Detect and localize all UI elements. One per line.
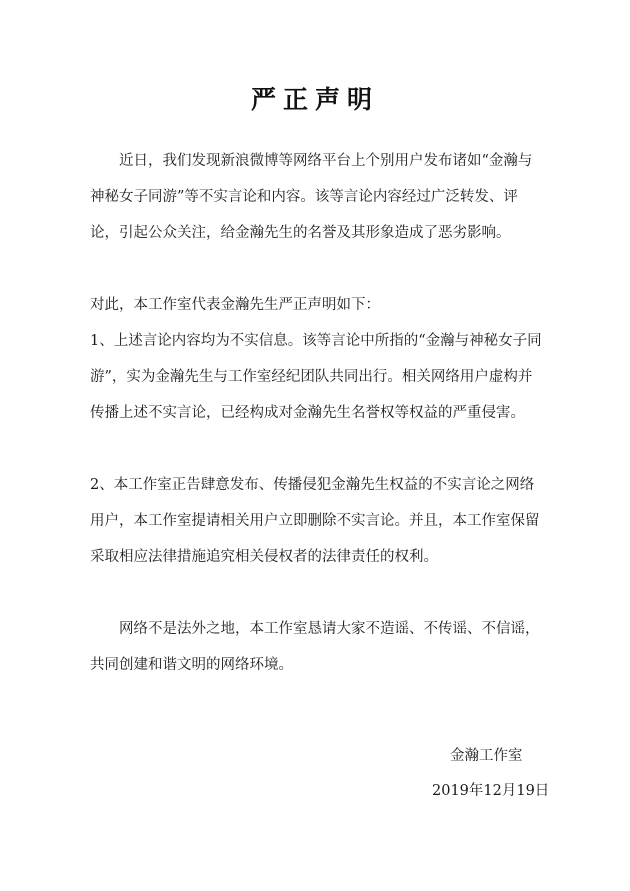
paragraph-intro: 近日，我们发现新浪微博等网络平台上个别用户发布诸如“金瀚与神秘女子同游”等不实言论和内容。该等言论内容经过广泛转发、评论，引起公众关注，给金瀚先生的名誉及其形象造成了恶劣影响。 <box>90 153 533 241</box>
paragraph-point-1: 1、上述言论内容均为不实信息。该等言论中所指的“金瀚与神秘女子同游”，实为金瀚先生与工作室经纪团队共同出行。相关网络用户虚构并传播上述不实言论，已经构成对金瀚先生名誉权等权益的严重侵害。 <box>90 333 542 421</box>
paragraph-point-2: 2、本工作室正告肆意发布、传播侵犯金瀚先生权益的不实言论之网络用户，本工作室提请相关用户立即删除不实言论。并且，本工作室保留采取相应法律措施追究相关侵权者的法律责任的权利。 <box>90 477 540 565</box>
signature: 金瀚工作室 <box>450 748 523 764</box>
statement-title: 严正声明 <box>250 85 379 114</box>
statement-date: 2019年12月19日 <box>432 783 550 799</box>
paragraph-closing: 网络不是法外之地，本工作室恳请大家不造谣、不传谣、不信谣，共同创建和谐文明的网络环境。 <box>90 621 540 673</box>
paragraph-declaration-lead: 对此，本工作室代表金瀚先生严正声明如下： <box>90 297 380 313</box>
